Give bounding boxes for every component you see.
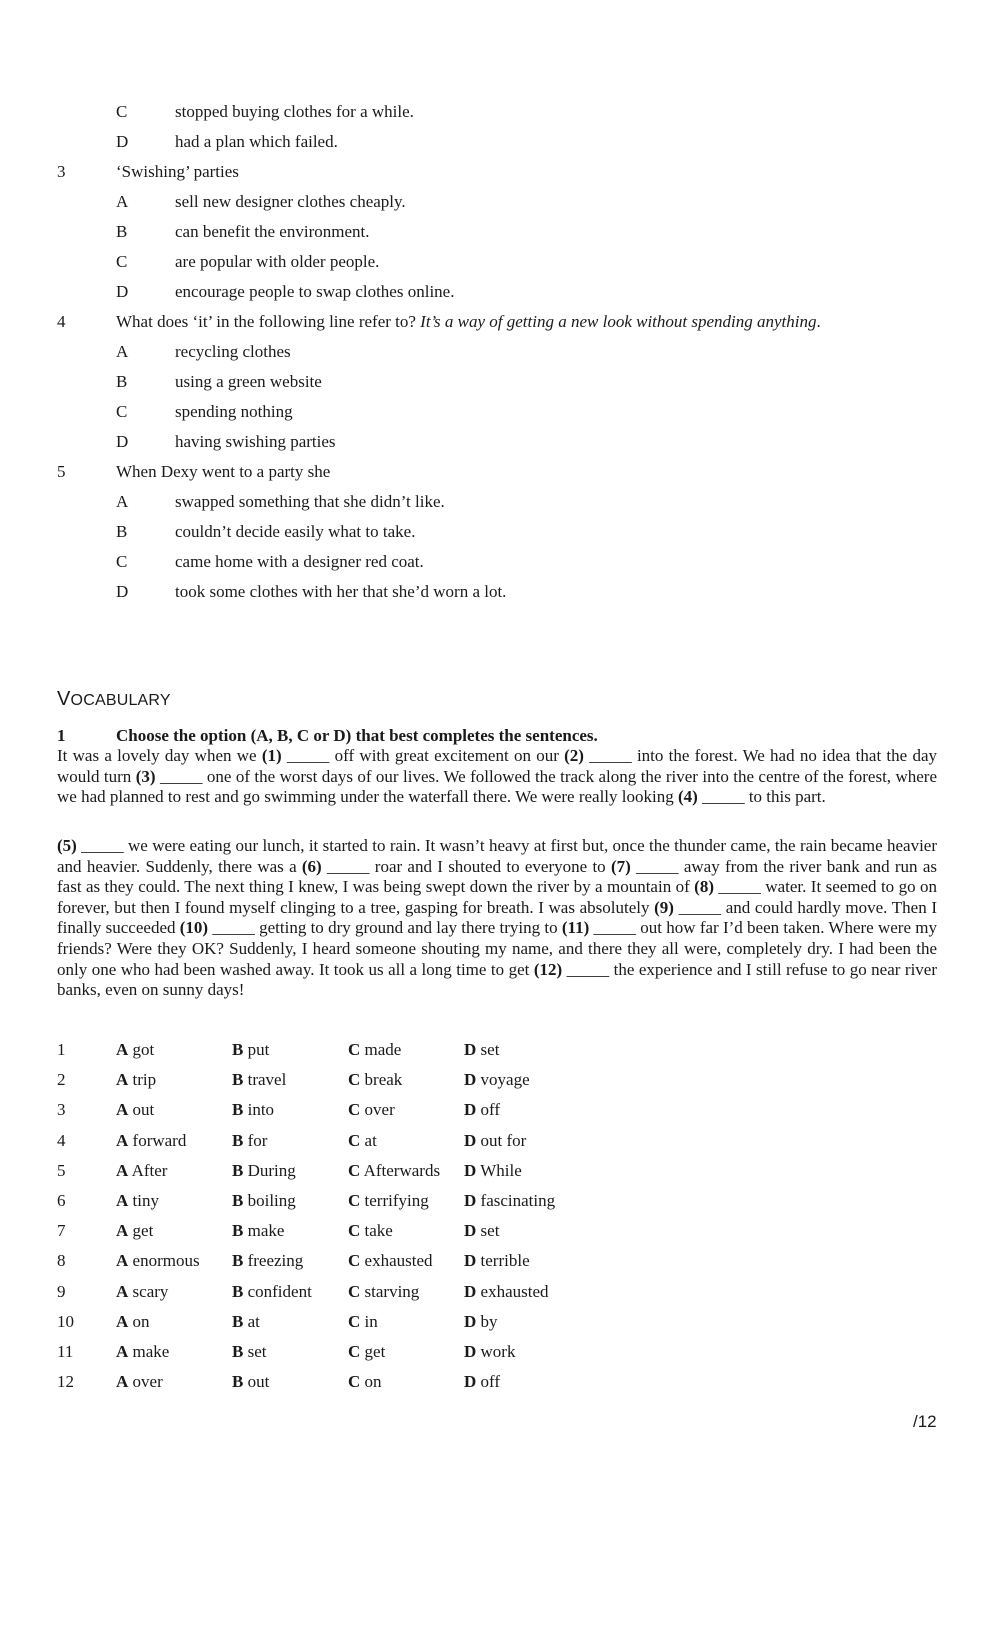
choice-word: into (247, 1100, 275, 1120)
gap-number: (2) (564, 746, 584, 765)
choice-option (464, 1070, 530, 1090)
choice-word: set (247, 1342, 267, 1361)
option-text: came home with a designer red coat. (175, 552, 424, 571)
choice-letter: C (348, 1311, 361, 1331)
task-number: 1 (57, 726, 66, 745)
gap-number: (10) (179, 918, 209, 938)
choice-word: by (480, 1311, 498, 1331)
choice-letter: C (348, 1191, 361, 1210)
option-letter: C (116, 552, 128, 571)
question-stem: When Dexy went to a party she (116, 462, 331, 481)
choice-letter: B (232, 1160, 244, 1180)
choice-letter: C (348, 1372, 361, 1392)
choice-word: tiny (132, 1191, 159, 1210)
choice-letter: B (232, 1311, 244, 1331)
choice-option (116, 1282, 168, 1302)
question-number: 4 (57, 312, 66, 331)
option-letter: C (116, 252, 128, 271)
choice-word: exhausted (480, 1281, 549, 1301)
choice-word: out for (480, 1130, 527, 1150)
choice-letter: B (232, 1191, 244, 1210)
choice-letter: B (232, 1130, 244, 1150)
option-text: sell new designer clothes cheaply. (175, 192, 406, 211)
choice-word: exhausted (364, 1251, 433, 1271)
choice-word: take (364, 1221, 393, 1241)
option-letter: D (116, 282, 129, 301)
choice-word: put (247, 1040, 270, 1059)
choice-option (232, 1070, 286, 1090)
choice-option (464, 1251, 530, 1271)
choice-option (348, 1161, 440, 1181)
choice-word: in (364, 1311, 378, 1331)
choice-word: off (480, 1372, 501, 1392)
choice-letter: A (116, 1040, 129, 1059)
choice-letter: D (464, 1130, 477, 1150)
section-heading: VOCABULARY (57, 688, 171, 710)
item-number: 1 (57, 1040, 66, 1059)
choice-word: fascinating (480, 1191, 556, 1210)
choice-letter: D (464, 1160, 477, 1180)
gap-number: (12) (533, 959, 563, 979)
choice-option (116, 1100, 154, 1120)
item-number: 6 (57, 1191, 66, 1210)
choice-option (116, 1221, 153, 1241)
choice-option (348, 1221, 393, 1241)
gap-number: (5) (57, 836, 77, 855)
choice-letter: A (116, 1100, 129, 1120)
choice-word: got (132, 1040, 155, 1059)
choice-option (348, 1282, 419, 1302)
choice-letter: D (464, 1070, 477, 1090)
choice-word: forward (132, 1130, 187, 1150)
choice-letter: D (464, 1342, 477, 1361)
choice-option (348, 1372, 382, 1392)
choice-option (464, 1131, 526, 1151)
choice-letter: C (348, 1281, 361, 1301)
choice-letter: C (348, 1070, 361, 1090)
choice-letter: C (348, 1100, 361, 1120)
option-text: recycling clothes (175, 342, 291, 361)
choice-option (232, 1161, 296, 1181)
choice-word: at (247, 1311, 260, 1331)
choice-letter: B (232, 1281, 244, 1301)
choice-option (348, 1312, 378, 1332)
choice-letter: A (116, 1311, 129, 1331)
option-text: couldn’t decide easily what to take. (175, 522, 416, 541)
choice-option (116, 1040, 154, 1060)
choice-letter: A (116, 1221, 129, 1241)
choice-letter: C (348, 1342, 361, 1361)
choice-word: scary (132, 1281, 169, 1301)
choice-word: travel (247, 1070, 287, 1090)
option-text: can benefit the environment. (175, 222, 370, 241)
choice-word: work (480, 1342, 516, 1361)
option-text: using a green website (175, 372, 322, 391)
option-text: encourage people to swap clothes online. (175, 282, 455, 301)
choice-word: trip (132, 1070, 157, 1090)
option-letter: D (116, 432, 129, 451)
choice-word: make (247, 1221, 285, 1241)
cloze-paragraph-1: It was a lovely day when we (1) _____ off with great excitement on our (2) _____ into the forest. We had no idea that the day would turn (3) _____ one of the worst days of our lives. We followed the track along the river into the centre of the forest, where we had planned to rest and go swimming under the waterfall there. We were really looking (4) _____ to this part. (57, 746, 938, 807)
choice-letter: A (116, 1281, 129, 1301)
item-number: 8 (57, 1251, 66, 1271)
score-total: /12 (913, 1412, 937, 1431)
choice-letter: A (116, 1191, 129, 1210)
choice-option (232, 1372, 269, 1392)
option-text: took some clothes with her that she’d worn a lot. (175, 582, 507, 601)
choice-option (464, 1372, 500, 1392)
choice-option (232, 1191, 296, 1211)
choice-word: While (480, 1160, 522, 1180)
item-number: 4 (57, 1130, 66, 1150)
choice-word: out (247, 1372, 270, 1392)
choice-option (116, 1342, 169, 1362)
choice-word: voyage (480, 1070, 530, 1090)
choice-option (232, 1342, 266, 1362)
choice-word: set (480, 1040, 500, 1059)
item-number: 3 (57, 1100, 66, 1120)
option-letter: C (116, 402, 128, 421)
choice-option (232, 1221, 284, 1241)
choice-word: get (364, 1342, 386, 1361)
choice-word: terrible (480, 1251, 530, 1271)
question-stem: ‘Swishing’ parties (116, 162, 239, 181)
choice-word: off (480, 1100, 501, 1120)
choice-word: starving (364, 1281, 420, 1301)
gap-number: (11) (561, 918, 590, 938)
gap-number: (3) (135, 766, 156, 786)
option-text: having swishing parties (175, 432, 336, 451)
choice-option (348, 1070, 402, 1090)
choice-word: enormous (132, 1251, 200, 1271)
option-letter: D (116, 582, 129, 601)
choice-letter: A (116, 1130, 129, 1150)
choice-word: confident (247, 1281, 312, 1301)
choice-letter: C (348, 1130, 361, 1150)
item-number: 2 (57, 1070, 66, 1090)
choice-letter: B (232, 1070, 244, 1090)
question-number: 3 (57, 162, 66, 181)
gap-number: (6) (301, 856, 322, 876)
choice-option (116, 1312, 150, 1332)
choice-word: After (131, 1160, 168, 1180)
choice-word: over (132, 1372, 163, 1392)
option-letter: D (116, 132, 129, 151)
choice-option (232, 1100, 274, 1120)
item-number: 10 (57, 1311, 74, 1331)
choice-word: get (132, 1221, 154, 1241)
choice-letter: D (464, 1311, 477, 1331)
choice-word: out (132, 1100, 155, 1120)
item-number: 5 (57, 1160, 66, 1180)
choice-word: make (132, 1342, 170, 1361)
choice-letter: B (232, 1221, 244, 1241)
choice-letter: A (116, 1342, 129, 1361)
choice-word: on (132, 1311, 150, 1331)
choice-option (464, 1221, 499, 1241)
gap-number: (1) (261, 746, 282, 765)
choice-word: break (364, 1070, 403, 1090)
choice-letter: A (116, 1251, 129, 1271)
item-number: 11 (57, 1342, 74, 1361)
choice-letter: C (348, 1221, 361, 1241)
gap-number: (7) (610, 856, 631, 876)
choice-option (348, 1131, 377, 1151)
choice-letter: A (116, 1160, 129, 1180)
option-letter: A (116, 492, 129, 511)
option-text: spending nothing (175, 402, 293, 421)
choice-letter: D (464, 1221, 477, 1241)
choice-option (232, 1312, 260, 1332)
choice-option (232, 1131, 267, 1151)
choice-option (464, 1100, 500, 1120)
choice-letter: C (348, 1251, 361, 1271)
choice-option (232, 1251, 303, 1271)
choice-option (232, 1282, 312, 1302)
choice-word: at (364, 1130, 377, 1150)
choice-option (464, 1342, 515, 1362)
choice-letter: D (464, 1281, 477, 1301)
choice-letter: B (232, 1040, 244, 1059)
option-letter: A (116, 192, 129, 211)
choice-word: terrifying (364, 1191, 429, 1210)
choice-letter: D (464, 1100, 477, 1120)
choice-letter: B (232, 1100, 244, 1120)
choice-word: set (480, 1221, 500, 1241)
cloze-paragraph-2: (5) _____ we were eating our lunch, it started to rain. It wasn’t heavy at first but, once the thunder came, the rain became heavier and heavier. Suddenly, there was a (6) _____ roar and I shouted to everyone to (7) _____ away from the river bank and run as fast as they could. The next thing I knew, I was being swept down the river by a mountain of (8) _____ water. It seemed to go on forever, but then I found myself clinging to a tree, gasping for breath. I was absolutely (9) _____ and could hardly move. Then I finally succeeded (10) _____ getting to dry ground and lay there trying to (11) _____ out how far I’d been taken. Where were my friends? Were they OK? Suddenly, I heard someone shouting my name, and there they all were, completely dry. I had been the only one who had been washed away. It took us all a long time to get (12) _____ the experience and I still refuse to go near river banks, even on sunny days! (57, 836, 937, 1000)
choice-option (116, 1131, 186, 1151)
question-stem: What does ‘it’ in the following line refer to? It’s a way of getting a new look without spending anything. (116, 312, 821, 331)
choice-option (348, 1100, 395, 1120)
choice-option (116, 1251, 200, 1271)
task-instruction: Choose the option (A, B, C or D) that best completes the sentences. (116, 726, 598, 745)
option-letter: B (116, 372, 128, 391)
choice-option (232, 1040, 269, 1060)
choice-option (348, 1342, 385, 1362)
choice-word: During (247, 1160, 296, 1180)
gap-number: (9) (654, 897, 674, 917)
choice-letter: B (232, 1342, 244, 1361)
option-text: swapped something that she didn’t like. (175, 492, 445, 511)
choice-letter: A (116, 1372, 129, 1392)
option-letter: A (116, 342, 129, 361)
choice-word: for (247, 1130, 268, 1150)
choice-option (116, 1161, 167, 1181)
choice-option (116, 1191, 159, 1211)
choice-option (348, 1040, 401, 1060)
option-text: stopped buying clothes for a while. (175, 102, 414, 121)
choice-letter: D (464, 1251, 477, 1271)
choice-letter: D (464, 1040, 477, 1059)
choice-option (348, 1251, 433, 1271)
item-number: 9 (57, 1281, 66, 1301)
item-number: 12 (57, 1372, 74, 1392)
gap-number: (4) (677, 787, 698, 807)
gap-number: (8) (694, 877, 714, 897)
choice-word: made (364, 1040, 402, 1059)
choice-word: Afterwards (363, 1160, 441, 1180)
choice-letter: C (348, 1040, 361, 1059)
choice-option (116, 1070, 156, 1090)
quoted-line: It’s a way of getting a new look without spending anything (420, 312, 817, 331)
choice-option (464, 1161, 522, 1181)
option-text: are popular with older people. (175, 252, 380, 271)
choice-word: freezing (247, 1251, 304, 1271)
choice-option (348, 1191, 429, 1211)
choice-word: boiling (247, 1191, 296, 1210)
option-letter: C (116, 102, 128, 121)
choice-word: over (364, 1100, 395, 1120)
choice-letter: D (464, 1191, 477, 1210)
choice-letter: C (348, 1160, 361, 1180)
choice-option (464, 1191, 555, 1211)
choice-letter: D (464, 1372, 477, 1392)
choice-word: on (364, 1372, 382, 1392)
option-text: had a plan which failed. (175, 132, 338, 151)
choice-option (464, 1040, 499, 1060)
choice-letter: B (232, 1372, 244, 1392)
option-letter: B (116, 222, 128, 241)
choice-option (116, 1372, 163, 1392)
choice-option (464, 1282, 549, 1302)
choice-letter: B (232, 1251, 244, 1271)
option-letter: B (116, 522, 128, 541)
item-number: 7 (57, 1221, 66, 1241)
choice-letter: A (116, 1070, 129, 1090)
choice-option (464, 1312, 498, 1332)
question-number: 5 (57, 462, 66, 481)
